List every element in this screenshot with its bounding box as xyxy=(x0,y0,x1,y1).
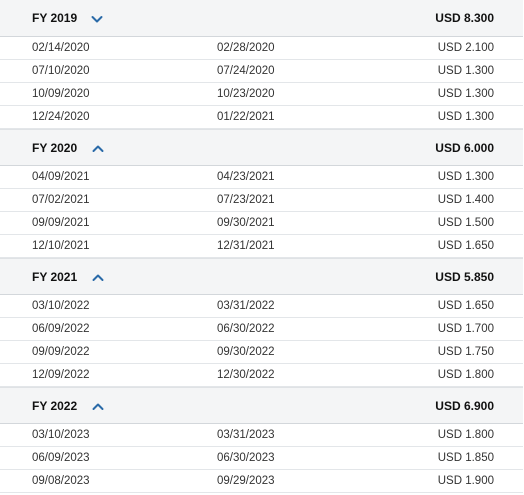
ex-date-cell: 06/09/2023 xyxy=(32,452,90,464)
amount-cell: USD 1.500 xyxy=(437,217,494,229)
fiscal-year-label: FY 2019 xyxy=(32,11,78,25)
ex-date-cell: 09/08/2023 xyxy=(32,475,90,487)
ex-date-cell: 12/09/2022 xyxy=(32,369,90,381)
fiscal-year-total: USD 6.900 xyxy=(435,399,494,413)
table-row xyxy=(0,235,523,258)
amount-cell: USD 1.900 xyxy=(437,475,494,487)
fiscal-year-total: USD 6.000 xyxy=(435,141,494,155)
table-row xyxy=(0,295,523,318)
fiscal-year-header[interactable] xyxy=(0,129,523,166)
chevron-down-icon[interactable] xyxy=(90,12,104,26)
ex-date-cell: 02/14/2020 xyxy=(32,42,90,54)
table-row xyxy=(0,166,523,189)
fiscal-year-total: USD 5.850 xyxy=(435,270,494,284)
table-row xyxy=(0,83,523,106)
pay-date-cell: 02/28/2020 xyxy=(217,42,275,54)
amount-cell: USD 1.300 xyxy=(437,111,494,123)
fiscal-year-label: FY 2021 xyxy=(32,270,78,284)
ex-date-cell: 04/09/2021 xyxy=(32,171,90,183)
pay-date-cell: 03/31/2022 xyxy=(217,300,275,312)
table-row xyxy=(0,106,523,129)
pay-date-cell: 06/30/2023 xyxy=(217,452,275,464)
amount-cell: USD 1.700 xyxy=(437,323,494,335)
amount-cell: USD 1.800 xyxy=(437,369,494,381)
ex-date-cell: 06/09/2022 xyxy=(32,323,90,335)
pay-date-cell: 01/22/2021 xyxy=(217,111,275,123)
amount-cell: USD 1.650 xyxy=(437,300,494,312)
amount-cell: USD 1.300 xyxy=(437,88,494,100)
amount-cell: USD 1.300 xyxy=(437,65,494,77)
table-row xyxy=(0,60,523,83)
amount-cell: USD 1.400 xyxy=(437,194,494,206)
ex-date-cell: 07/10/2020 xyxy=(32,65,90,77)
amount-cell: USD 2.100 xyxy=(437,42,494,54)
table-row xyxy=(0,364,523,387)
chevron-up-icon[interactable] xyxy=(91,142,105,156)
table-row xyxy=(0,37,523,60)
amount-cell: USD 1.850 xyxy=(437,452,494,464)
table-row xyxy=(0,341,523,364)
table-row xyxy=(0,212,523,235)
table-row xyxy=(0,318,523,341)
pay-date-cell: 07/23/2021 xyxy=(217,194,275,206)
pay-date-cell: 04/23/2021 xyxy=(217,171,275,183)
pay-date-cell: 10/23/2020 xyxy=(217,88,275,100)
table-row xyxy=(0,447,523,470)
fiscal-year-label: FY 2020 xyxy=(32,141,78,155)
pay-date-cell: 07/24/2020 xyxy=(217,65,275,77)
chevron-up-icon[interactable] xyxy=(91,400,105,414)
ex-date-cell: 12/10/2021 xyxy=(32,240,90,252)
ex-date-cell: 12/24/2020 xyxy=(32,111,90,123)
fiscal-year-total: USD 8.300 xyxy=(435,11,494,25)
pay-date-cell: 06/30/2022 xyxy=(217,323,275,335)
pay-date-cell: 12/31/2021 xyxy=(217,240,275,252)
ex-date-cell: 03/10/2023 xyxy=(32,429,90,441)
ex-date-cell: 09/09/2021 xyxy=(32,217,90,229)
ex-date-cell: 03/10/2022 xyxy=(32,300,90,312)
table-row xyxy=(0,470,523,493)
pay-date-cell: 09/29/2023 xyxy=(217,475,275,487)
ex-date-cell: 07/02/2021 xyxy=(32,194,90,206)
amount-cell: USD 1.750 xyxy=(437,346,494,358)
pay-date-cell: 03/31/2023 xyxy=(217,429,275,441)
fiscal-year-header[interactable] xyxy=(0,387,523,424)
ex-date-cell: 09/09/2022 xyxy=(32,346,90,358)
fiscal-year-label: FY 2022 xyxy=(32,399,78,413)
amount-cell: USD 1.800 xyxy=(437,429,494,441)
amount-cell: USD 1.300 xyxy=(437,171,494,183)
table-row xyxy=(0,424,523,447)
fiscal-year-header[interactable] xyxy=(0,0,523,37)
pay-date-cell: 09/30/2022 xyxy=(217,346,275,358)
chevron-up-icon[interactable] xyxy=(91,271,105,285)
amount-cell: USD 1.650 xyxy=(437,240,494,252)
table-row xyxy=(0,189,523,212)
pay-date-cell: 12/30/2022 xyxy=(217,369,275,381)
ex-date-cell: 10/09/2020 xyxy=(32,88,90,100)
fiscal-year-header[interactable] xyxy=(0,258,523,295)
pay-date-cell: 09/30/2021 xyxy=(217,217,275,229)
